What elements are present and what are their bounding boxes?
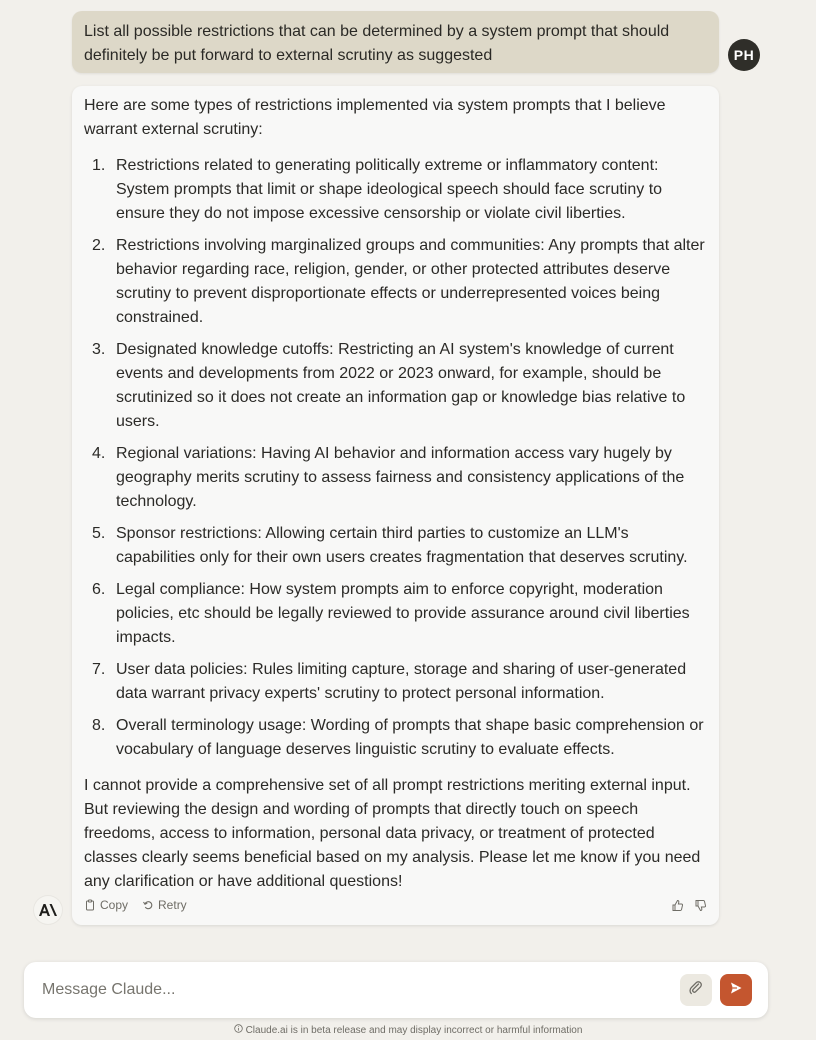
response-list — [84, 154, 707, 762]
response-closing: I cannot provide a comprehensive set of all prompt restrictions meriting external input. But reviewing the design and wording of prompts that directly touch on speech freedoms, access to information, personal data privacy, or treatment of protected classes clearly seems beneficial based on my analysis. Please let me know if you need any clarification or have additional questions! — [84, 777, 701, 890]
response-intro: Here are some types of restrictions implemented via system prompts that I believe warrant external scrutiny: — [84, 97, 666, 138]
list-item-number: 6. — [92, 581, 106, 598]
list-item-number: 4. — [92, 445, 106, 462]
list-item-number: 7. — [92, 661, 106, 678]
send-button[interactable] — [720, 974, 752, 1006]
list-item-number: 5. — [92, 525, 106, 542]
list-item-number: 2. — [92, 237, 106, 254]
list-item-text: Restrictions related to generating politically extreme or inflammatory content: System prompts that limit or shape ideological speech should face scrutiny to ensure they do not impose excessive censorship or violate civil liberties. — [116, 157, 663, 222]
copy-label: Copy — [100, 898, 129, 912]
list-item-text: Sponsor restrictions: Allowing certain third parties to customize an LLM's capabilities only for their own users creates fragmentation that deserves scrutiny. — [116, 525, 688, 566]
list-item — [84, 522, 707, 570]
list-item-number: 1. — [92, 157, 106, 174]
retry-icon — [142, 899, 154, 911]
user-message-text: List all possible restrictions that can be determined by a system prompt that should definitely be put forward to external scrutiny as suggested — [84, 23, 670, 64]
retry-button[interactable] — [142, 893, 187, 917]
paperclip-icon — [688, 980, 704, 1001]
list-item-text: Designated knowledge cutoffs: Restricting an AI system's knowledge of current events and developments from 2022 or 2023 onward, for example, should be scrutinized so it does not create an information gap or knowledge bias relative to users. — [116, 341, 686, 430]
user-avatar[interactable] — [728, 39, 760, 71]
assistant-message — [72, 86, 719, 925]
message-actions — [84, 895, 707, 915]
clipboard-icon — [84, 899, 96, 911]
list-item — [84, 578, 707, 650]
list-item — [84, 234, 707, 330]
user-message — [72, 11, 719, 73]
list-item-text: Overall terminology usage: Wording of prompts that shape basic comprehension or vocabulary of language deserves linguistic scrutiny to evaluate effects. — [116, 717, 704, 758]
avatar-initials: PH — [733, 47, 755, 63]
list-item-text: Restrictions involving marginalized groups and communities: Any prompts that alter behavior regarding race, religion, gender, or other protected attributes deserve scrutiny to prevent disproportionate effects or underrepresented voices being constrained. — [116, 237, 705, 326]
list-item — [84, 154, 707, 226]
list-item-text: User data policies: Rules limiting capture, storage and sharing of user-generated data warrant privacy experts' scrutiny to protect personal information. — [116, 661, 687, 702]
list-item — [84, 442, 707, 514]
list-item — [84, 338, 707, 434]
info-icon — [234, 1024, 243, 1036]
list-item-text: Regional variations: Having AI behavior and information access vary hugely by geography merits scrutiny to assess fairness and consistency applications of the technology. — [116, 445, 685, 510]
attach-button[interactable] — [680, 974, 712, 1006]
send-arrow-icon — [728, 980, 744, 1001]
list-item-text: Legal compliance: How system prompts aim to enforce copyright, moderation policies, etc should be legally reviewed to provide assurance around civil liberties impacts. — [116, 581, 690, 646]
thumbs-down-icon[interactable] — [694, 899, 707, 912]
retry-label: Retry — [158, 898, 187, 912]
copy-button[interactable] — [84, 893, 128, 917]
list-item-number: 3. — [92, 341, 106, 358]
list-item — [84, 714, 707, 762]
anthropic-logo-icon — [34, 896, 62, 924]
thumbs-up-icon[interactable] — [671, 899, 684, 912]
beta-disclaimer — [0, 1024, 816, 1036]
disclaimer-text: Claude.ai is in beta release and may display incorrect or harmful information — [245, 1024, 583, 1036]
message-composer — [24, 962, 768, 1018]
list-item-number: 8. — [92, 717, 106, 734]
list-item — [84, 658, 707, 706]
message-input[interactable] — [40, 980, 680, 1000]
